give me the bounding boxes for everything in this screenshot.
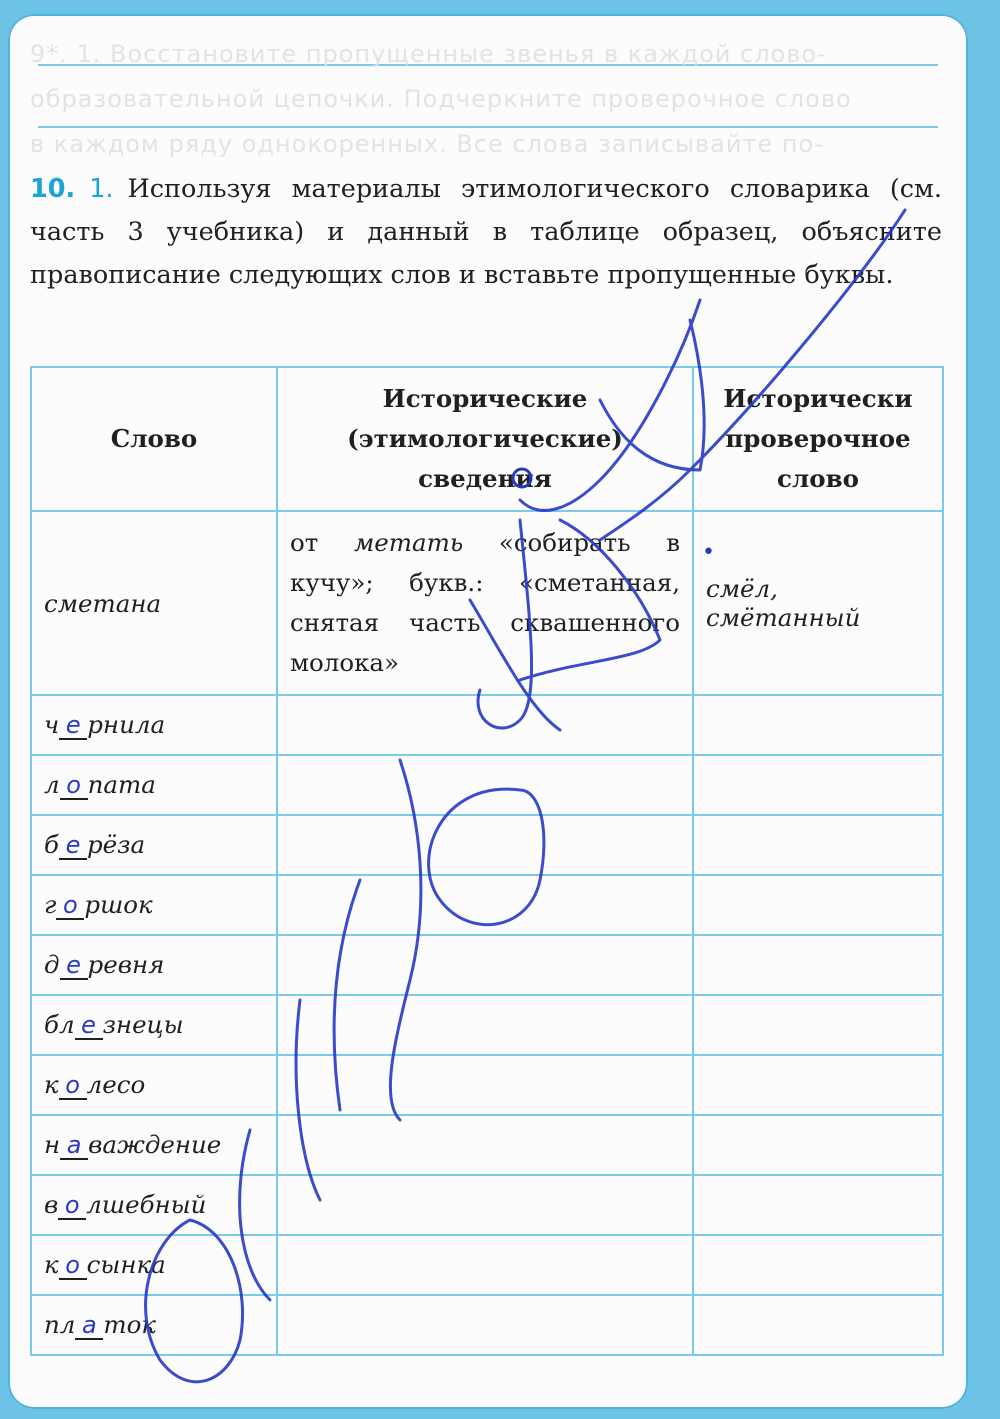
check-word-cell[interactable] [693,755,943,815]
bleed-through-line: в каждом ряду однокоренных. Все слова записывайте по- [30,130,824,158]
missing-letter-blank[interactable] [59,1072,87,1100]
word-with-gap [44,1070,145,1099]
word-with-gap [44,1130,221,1159]
history-cell[interactable] [277,935,693,995]
task-number: 10. [30,174,76,204]
sample-row [31,511,943,695]
word-suffix: ток [103,1310,157,1339]
word-suffix: пата [87,770,156,799]
word-suffix: рёза [86,830,146,859]
handwritten-letter: о [65,1251,80,1279]
word-prefix: б [44,830,59,859]
word-with-gap [44,710,165,739]
history-term: метать [353,528,464,557]
word-suffix: сынка [86,1250,166,1279]
handwritten-letter: е [65,711,81,739]
check-word-cell[interactable] [693,1055,943,1115]
history-cell[interactable] [277,1295,693,1355]
header-word: Слово [31,367,277,511]
handwritten-letter: а [82,1311,97,1339]
word-prefix: д [44,950,60,979]
check-word-cell[interactable] [693,1175,943,1235]
missing-letter-blank[interactable] [59,1252,87,1280]
check-word-cell[interactable] [693,995,943,1055]
handwritten-letter: о [63,891,78,919]
missing-letter-blank[interactable] [60,1132,88,1160]
word-suffix: ревня [87,950,165,979]
check-word-cell[interactable] [693,815,943,875]
word-with-gap [44,770,156,799]
word-suffix: рнила [87,710,166,739]
word-prefix: ч [44,710,60,739]
task-subnumber: 1. [89,174,114,204]
handwritten-letter: о [64,1191,80,1219]
check-word-cell[interactable] [693,695,943,755]
pen-dot: • [702,540,715,565]
word-prefix: бл [44,1010,75,1039]
history-cell[interactable] [277,1055,693,1115]
handwritten-letter: а [66,1131,82,1159]
table-row [31,1115,943,1175]
word-with-gap [44,1190,206,1219]
word-prefix: пл [44,1310,76,1339]
top-rule [38,126,938,128]
task-statement [30,168,942,297]
table-row [31,815,943,875]
handwritten-letter: о [66,771,81,799]
word-prefix: в [44,1190,59,1219]
table-row [31,755,943,815]
history-cell[interactable] [277,815,693,875]
table-row [31,695,943,755]
bleed-through-line: 9*. 1. Восстановите пропущенные звенья в каждой слово- [30,40,827,68]
table-row [31,1295,943,1355]
word-suffix: лесо [86,1070,146,1099]
check-word-cell[interactable] [693,1115,943,1175]
history-text: «собирать в кучу»; букв.: «сметанная, снятая часть сквашенного молока» [290,528,680,677]
check-word-cell[interactable] [693,1295,943,1355]
bleed-through-line: образовательной цепочки. Подчеркните проверочное слово [30,85,852,113]
word-with-gap [44,1010,184,1039]
table-row [31,995,943,1055]
handwritten-letter: е [65,831,81,859]
word-with-gap [44,1250,166,1279]
history-cell[interactable] [277,1235,693,1295]
word-prefix: н [44,1130,61,1159]
sample-check-word: смёл, [706,574,778,603]
task-text: Используя материалы этимологического словарика (см. часть 3 учебника) и данный в таблице образец, объясните правописание следующих слов и вставьте пропущенные буквы. [30,174,942,290]
word-with-gap [44,890,153,919]
header-history: Исторические (этимологические) сведения [277,367,693,511]
word-suffix: важдение [88,1130,222,1159]
table-row [31,875,943,935]
word-suffix: лшебный [86,1190,207,1219]
history-cell[interactable] [277,875,693,935]
word-prefix: к [44,1250,59,1279]
history-cell[interactable] [277,695,693,755]
handwritten-letter: о [65,1071,80,1099]
missing-letter-blank[interactable] [75,1312,103,1340]
history-cell[interactable] [277,1115,693,1175]
check-word-cell[interactable] [693,935,943,995]
word-prefix: г [44,890,57,919]
missing-letter-blank[interactable] [75,1012,103,1040]
word-with-gap [44,1310,156,1339]
word-suffix: знецы [102,1010,184,1039]
etymology-table [30,366,944,1356]
handwritten-letter: е [66,951,81,979]
history-cell[interactable] [277,755,693,815]
missing-letter-blank[interactable] [59,832,87,860]
header-check: Исторически проверочное слово [693,367,943,511]
sample-word: сметана [44,588,162,618]
word-prefix: к [44,1070,59,1099]
table-row [31,1235,943,1295]
history-cell[interactable] [277,995,693,1055]
table-row [31,1055,943,1115]
check-word-cell[interactable] [693,1235,943,1295]
history-prefix: от [290,528,354,557]
handwritten-letter: е [81,1011,96,1039]
table-row [31,1175,943,1235]
missing-letter-blank[interactable] [58,1192,86,1220]
history-cell[interactable] [277,1175,693,1235]
sample-check-word: смётанный [706,603,861,632]
missing-letter-blank[interactable] [56,892,84,920]
word-with-gap [44,950,164,979]
missing-letter-blank[interactable] [60,772,88,800]
sample-history [290,523,680,683]
check-word-cell[interactable] [693,875,943,935]
table-row [31,935,943,995]
word-with-gap [44,830,145,859]
missing-letter-blank[interactable] [59,712,87,740]
missing-letter-blank[interactable] [60,952,88,980]
word-prefix: л [44,770,60,799]
word-suffix: ршок [84,890,153,919]
